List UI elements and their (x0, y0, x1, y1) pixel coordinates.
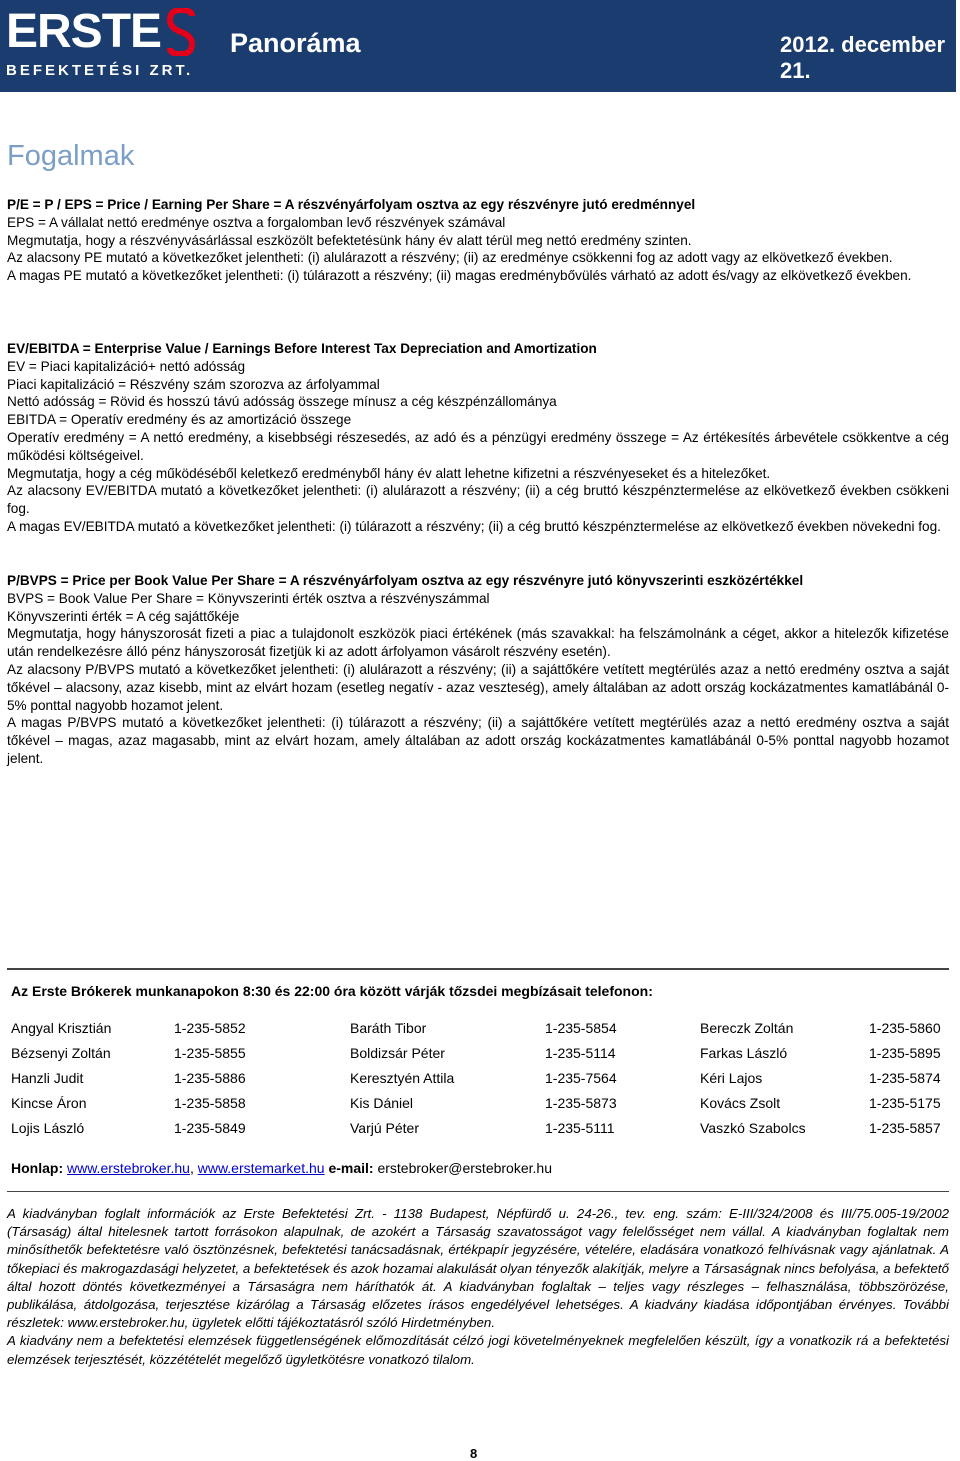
pbvps-line: Megmutatja, hogy hányszorosát fizeti a piac a tulajdonolt eszközök piaci értékének (más szavakkal: ha felszámolnánk a céget, akkor a hitelezők kifizetése után rendelkezésre álló pénz hányszorosát fizetjük ki az adott árfolyamon vásárolt részvény esetén). (7, 626, 949, 660)
logo-subtitle: BEFEKTETÉSI ZRT. (6, 62, 194, 79)
broker-name: Varjú Péter (350, 1120, 419, 1136)
email-label: e-mail: (328, 1160, 374, 1176)
erstemarket-link[interactable]: www.erstemarket.hu (197, 1160, 325, 1176)
pe-line: Megmutatja, hogy a részvényvásárlással eszközölt befektetésünk hány év alatt térül meg nettó eredmény szinten. (7, 232, 692, 248)
broker-name: Kincse Áron (11, 1095, 87, 1111)
publication-title: Panoráma (230, 28, 361, 58)
broker-name: Vaszkó Szabolcs (700, 1120, 806, 1136)
publication-date: 2012. december 21. (780, 32, 946, 83)
broker-phone: 1-235-5855 (174, 1045, 246, 1061)
pbvps-line: Az alacsony P/BVPS mutató a következőket jelentheti: (i) alulárazott a részvény; (ii) a sajáttőkére vetített megtérülés azaz a nettó eredmény osztva a saját tőkével – alacsony, azaz kisebb, mint az elvárt hozam (esetleg negatív - azaz veszteség), amely általában az adott ország kockázatmentes kamatlábánál 0-5% ponttal nagyobb hozamot jelent. (7, 661, 949, 713)
broker-phone: 1-235-5886 (174, 1070, 246, 1086)
disclaimer-paragraph: A kiadványban foglalt információk az Erste Befektetési Zrt. - 1138 Budapest, Népfürdő u. 24-26., tev. eng. szám: E-III/324/2008 és III/75.005-19/2002 (Társaság) által hitelesnek tartott forrásokon alapulnak, de azokért a Társaság szavatosságot vagy felelősséget nem vállal. A kiadványban foglaltak nem minősíthetők befektetésre való ösztönzésnek, befektetési tanácsadásnak, értékpapír jegyzésére, vételére, eladására vonatkozó felhívásnak vagy ajánlatnak. A tőkepiaci és makrogazdasági helyzetet, a befektetések és azok hozamai alakulását olyan tényezők alakítják, melyre a Társaságnak nincs befolyása, a befektető által hozott döntés következményei a Társaságra nem háríthatók át. A kiadványban foglaltak – teljes vagy részleges – felhasználása, többszörözése, publikálása, átdolgozása, terjesztése kizárólag a Társaság előzetes írásos engedélyével lehetséges. A kiadvány kiadása időpontjában érvényes. További részletek: www.erstebroker.hu, ügyletek előtti tájékoztatásról szóló Hirdetményben. (7, 1206, 949, 1331)
ev-line: EBITDA = Operatív eredmény és az amortizáció összege (7, 412, 352, 428)
homepage-label: Honlap: (11, 1160, 64, 1176)
contact-line (11, 1160, 552, 1176)
broker-phone: 1-235-5114 (545, 1045, 616, 1061)
link-separator: , (189, 1160, 194, 1176)
divider (7, 1191, 949, 1192)
header-bar (0, 0, 956, 92)
broker-phone: 1-235-7564 (545, 1070, 617, 1086)
broker-name: Kovács Zsolt (700, 1095, 781, 1111)
disclaimer (7, 1205, 949, 1369)
broker-phone: 1-235-5849 (174, 1120, 246, 1136)
ev-line: EV = Piaci kapitalizáció+ nettó adósság (7, 358, 246, 374)
broker-name: Hanzli Judit (11, 1070, 84, 1086)
table-row (11, 1095, 951, 1120)
ev-line: Operatív eredmény = A nettó eredmény, a kisebbségi részesedés, az adó és a pénzügyi eredmény összege = Az értékesítés árbevétele csökkentve a cég működési költségeivel. (7, 429, 949, 463)
broker-name: Kéri Lajos (700, 1070, 763, 1086)
broker-phone: 1-235-5852 (174, 1020, 246, 1036)
ev-ebitda-definition (7, 340, 949, 536)
table-row (11, 1045, 951, 1070)
pbvps-line: A magas P/BVPS mutató a következőket jelentheti: (i) túlárazott a részvény; (ii) a sajáttőkére vetített megtérülés azaz a nettó eredmény osztva a saját tőkével – magas, azaz magasabb, mint az elvárt hozam, amely általában az adott ország kockázatmentes kamatlábánál 0-5% ponttal nagyobb hozamot jelent. (7, 715, 949, 766)
brokers-table (11, 1020, 951, 1145)
pe-line: Az alacsony PE mutató a következőket jelentheti: (i) alulárazott a részvény; (ii) az eredménye csökkenni fog az adott vagy az elkövetkező években. (7, 250, 893, 266)
broker-name: Kis Dániel (350, 1095, 414, 1111)
pe-definition (7, 196, 949, 285)
logo-wordmark: ERSTE (6, 5, 162, 58)
ev-line: Piaci kapitalizáció = Részvény szám szorozva az árfolyammal (7, 376, 380, 392)
divider (7, 968, 949, 970)
table-row (11, 1120, 951, 1145)
disclaimer-paragraph: A kiadvány nem a befektetési elemzések függetlenségének előmozdítását célzó jogi követelményeknek megfelelően készült, így a vonatkozik rá a befektetési elemzések terjesztését, közzétételét megelőző ügyletkötésre vonatkozó tilalom. (7, 1333, 949, 1367)
broker-phone: 1-235-5175 (869, 1095, 941, 1111)
email-address: erstebroker@erstebroker.hu (377, 1160, 552, 1176)
pe-line: EPS = A vállalat nettó eredménye osztva a forgalomban levő részvények számával (7, 214, 506, 230)
broker-name: Bereczk Zoltán (700, 1020, 794, 1036)
table-row (11, 1020, 951, 1045)
broker-name: Farkas László (700, 1045, 788, 1061)
pe-heading: P/E = P / EPS = Price / Earning Per Share = A részvényárfolyam osztva az egy részvényre jutó eredménnyel (7, 197, 696, 212)
pbvps-definition (7, 572, 949, 768)
broker-phone: 1-235-5895 (869, 1045, 941, 1061)
ev-line: A magas EV/EBITDA mutató a következőket jelentheti: (i) túlárazott a részvény; (ii) a cég bruttó készpénztermelése az elkövetkező években növekedni fog. (7, 518, 941, 534)
broker-phone: 1-235-5874 (869, 1070, 941, 1086)
broker-phone: 1-235-5858 (174, 1095, 246, 1111)
ev-heading: EV/EBITDA = Enterprise Value / Earnings Before Interest Tax Depreciation and Amortization (7, 341, 597, 356)
broker-name: Bézsenyi Zoltán (11, 1045, 111, 1061)
broker-phone: 1-235-5854 (545, 1020, 617, 1036)
broker-name: Lojis László (11, 1120, 85, 1136)
ev-line: Nettó adósság = Rövid és hosszú távú adósság összege mínusz a cég készpénzállománya (7, 394, 557, 410)
page-number: 8 (470, 1446, 478, 1461)
ev-line: Az alacsony EV/EBITDA mutató a következőket jelentheti: (i) alulárazott a részvény; (ii) a cég bruttó készpénztermelése az elkövetkező években csökkeni fog. (7, 483, 949, 517)
table-row (11, 1070, 951, 1095)
broker-name: Boldizsár Péter (350, 1045, 445, 1061)
broker-phone: 1-235-5873 (545, 1095, 617, 1111)
broker-phone: 1-235-5860 (869, 1020, 941, 1036)
broker-phone: 1-235-5857 (869, 1120, 941, 1136)
broker-name: Angyal Krisztián (11, 1020, 112, 1036)
erste-s-mark-icon (166, 8, 196, 56)
pe-line: A magas PE mutató a következőket jelentheti: (i) túlárazott a részvény; (ii) magas eredménybővülés várható az adott és/vagy az elkövetkező években. (7, 268, 912, 284)
pbvps-heading: P/BVPS = Price per Book Value Per Share = A részvényárfolyam osztva az egy részvényre jutó könyvszerinti eszközértékkel (7, 573, 804, 588)
pbvps-line: BVPS = Book Value Per Share = Könyvszerinti érték osztva a részvényszámmal (7, 590, 490, 606)
erste-logo (6, 4, 202, 88)
broker-name: Baráth Tibor (350, 1020, 427, 1036)
erstebroker-link[interactable]: www.erstebroker.hu (67, 1160, 190, 1176)
broker-phone: 1-235-5111 (545, 1120, 615, 1136)
broker-name: Keresztyén Attila (350, 1070, 455, 1086)
pbvps-line: Könyvszerinti érték = A cég sajáttőkéje (7, 608, 240, 624)
section-title: Fogalmak (7, 140, 135, 172)
ev-line: Megmutatja, hogy a cég működéséből keletkező eredményből hány év alatt lehetne kifizetni a részvényeseket és a hitelezőket. (7, 465, 771, 481)
brokers-title: Az Erste Brókerek munkanapokon 8:30 és 22:00 óra között várják tőzsdei megbízásait telefonon: (11, 983, 653, 999)
